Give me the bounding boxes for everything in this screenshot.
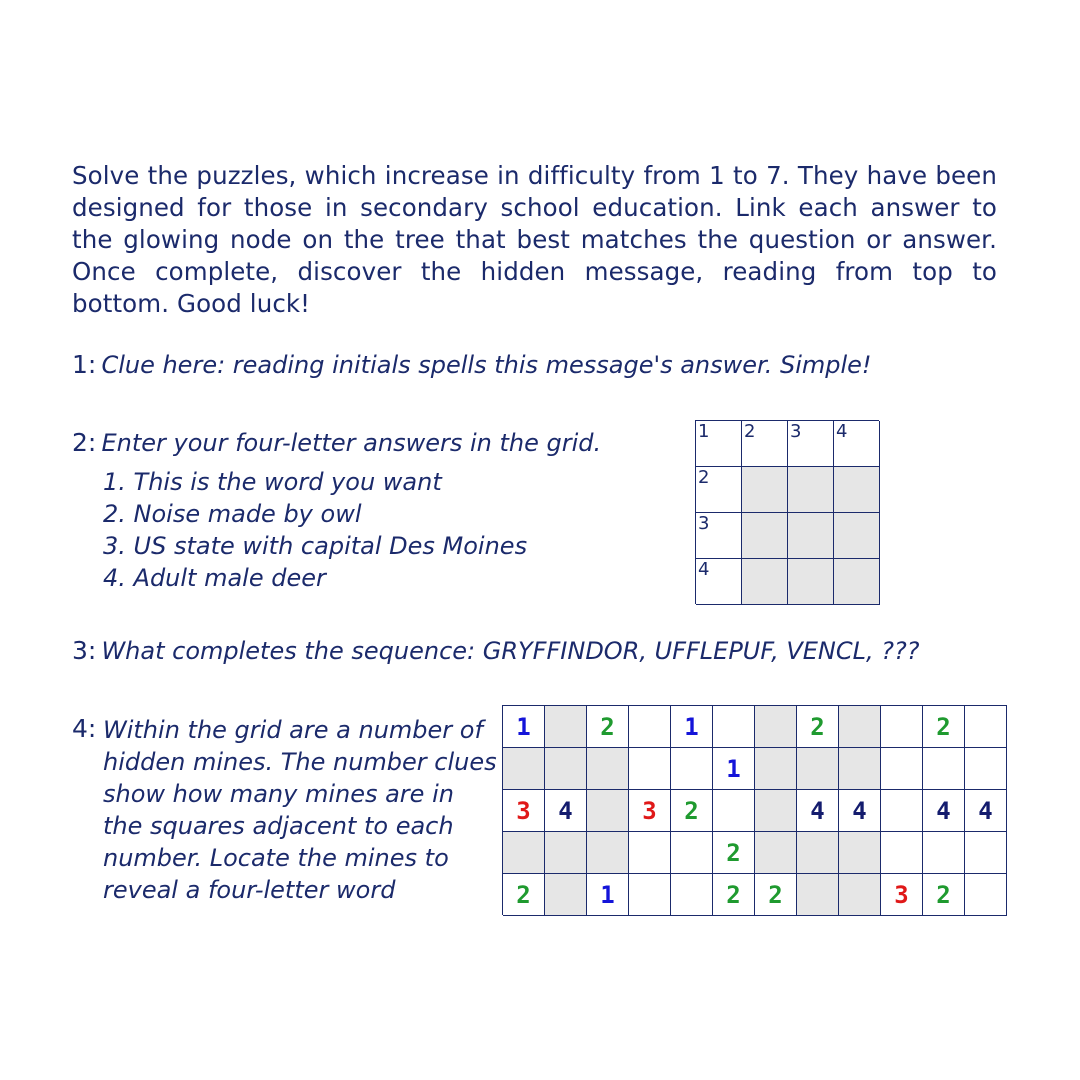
instructions-paragraph: Solve the puzzles, which increase in difficulty from 1 to 7. They have been designed for those in secondary school education. Link each answer to the glowing node on the tree that best matches the question or answer. Once complete, discover the hidden message, reading from top to bottom. Good luck! <box>72 161 997 318</box>
mine-clue-cell[interactable]: 2 <box>713 874 755 916</box>
mine-grid-cell[interactable] <box>923 832 965 874</box>
grid-cell[interactable] <box>834 559 880 605</box>
mine-grid-cell[interactable] <box>965 706 1007 748</box>
mine-grid-cell[interactable] <box>839 832 881 874</box>
mine-grid-cell[interactable] <box>629 748 671 790</box>
grid-cell[interactable]: 3 <box>696 513 742 559</box>
mine-grid-cell[interactable] <box>713 790 755 832</box>
list-item: 4. Adult male deer <box>103 564 326 592</box>
grid-cell[interactable] <box>742 559 788 605</box>
mine-clue-cell[interactable]: 2 <box>797 706 839 748</box>
grid-cell[interactable]: 4 <box>696 559 742 605</box>
puzzle-2-clue: Enter your four-letter answers in the grid. <box>101 429 602 457</box>
mine-clue-cell[interactable]: 4 <box>545 790 587 832</box>
mine-grid-cell[interactable] <box>545 706 587 748</box>
puzzle-3-clue: What completes the sequence: GRYFFINDOR, UFFLEPUF, VENCL, ??? <box>101 637 920 665</box>
mine-grid-cell[interactable] <box>965 832 1007 874</box>
puzzle-4-clue: Within the grid are a number of hidden mines. The number clues show how many mines are in the squares adjacent to each number. Locate the mines to reveal a four-letter word <box>103 716 497 904</box>
mine-clue-cell[interactable]: 2 <box>713 832 755 874</box>
mine-grid-cell[interactable] <box>755 748 797 790</box>
grid-cell[interactable] <box>742 513 788 559</box>
mine-grid-cell[interactable] <box>839 748 881 790</box>
grid-cell[interactable] <box>788 559 834 605</box>
mine-grid-cell[interactable] <box>797 832 839 874</box>
mine-clue-cell[interactable]: 1 <box>671 706 713 748</box>
mine-grid-cell[interactable] <box>839 706 881 748</box>
mine-grid-cell[interactable] <box>545 832 587 874</box>
grid-cell[interactable] <box>788 513 834 559</box>
minesweeper-grid <box>502 705 1007 915</box>
mine-grid-cell[interactable] <box>881 748 923 790</box>
list-item: 2. Noise made by owl <box>103 500 362 528</box>
mine-grid-cell[interactable] <box>797 748 839 790</box>
grid-cell[interactable]: 1 <box>696 421 742 467</box>
mine-grid-cell[interactable] <box>629 832 671 874</box>
mine-grid-cell[interactable] <box>545 874 587 916</box>
grid-cell[interactable] <box>834 513 880 559</box>
mine-grid-cell[interactable] <box>965 748 1007 790</box>
mine-grid-cell[interactable] <box>923 748 965 790</box>
puzzle-4-number: 4: <box>72 714 97 743</box>
list-item: 1. This is the word you want <box>103 468 442 496</box>
mine-grid-cell[interactable] <box>881 832 923 874</box>
mine-clue-cell[interactable]: 1 <box>713 748 755 790</box>
mine-clue-cell[interactable]: 2 <box>923 874 965 916</box>
mine-clue-cell[interactable]: 4 <box>965 790 1007 832</box>
word-square-grid <box>695 420 879 604</box>
puzzle-2-clue-list <box>103 466 527 594</box>
grid-cell[interactable] <box>788 467 834 513</box>
mine-grid-cell[interactable] <box>629 874 671 916</box>
mine-grid-cell[interactable] <box>587 790 629 832</box>
puzzle-2-number: 2: <box>72 428 97 457</box>
grid-cell[interactable] <box>834 467 880 513</box>
puzzle-3 <box>72 636 919 665</box>
mine-grid-cell[interactable] <box>755 790 797 832</box>
list-item: 3. US state with capital Des Moines <box>103 532 528 560</box>
puzzle-3-number: 3: <box>72 636 97 665</box>
grid-cell[interactable] <box>742 467 788 513</box>
grid-cell[interactable]: 3 <box>788 421 834 467</box>
puzzle-2 <box>72 428 601 457</box>
puzzle-1-clue: Clue here: reading initials spells this message's answer. Simple! <box>101 351 872 379</box>
mine-grid-cell[interactable] <box>839 874 881 916</box>
mine-clue-cell[interactable]: 3 <box>503 790 545 832</box>
mine-clue-cell[interactable]: 1 <box>587 874 629 916</box>
mine-clue-cell[interactable]: 2 <box>587 706 629 748</box>
mine-clue-cell[interactable]: 3 <box>881 874 923 916</box>
mine-grid-cell[interactable] <box>713 706 755 748</box>
mine-grid-cell[interactable] <box>755 706 797 748</box>
mine-clue-cell[interactable]: 2 <box>923 706 965 748</box>
mine-grid-cell[interactable] <box>671 748 713 790</box>
mine-grid-cell[interactable] <box>881 706 923 748</box>
mine-grid-cell[interactable] <box>587 748 629 790</box>
puzzle-4 <box>72 714 96 743</box>
puzzle-1 <box>72 350 872 379</box>
grid-cell[interactable]: 2 <box>742 421 788 467</box>
mine-grid-cell[interactable] <box>797 874 839 916</box>
mine-clue-cell[interactable]: 3 <box>629 790 671 832</box>
mine-grid-cell[interactable] <box>755 832 797 874</box>
mine-clue-cell[interactable]: 4 <box>839 790 881 832</box>
mine-clue-cell[interactable]: 4 <box>923 790 965 832</box>
mine-clue-cell[interactable]: 2 <box>755 874 797 916</box>
mine-clue-cell[interactable]: 1 <box>503 706 545 748</box>
mine-grid-cell[interactable] <box>965 874 1007 916</box>
mine-grid-cell[interactable] <box>629 706 671 748</box>
mine-grid-cell[interactable] <box>587 832 629 874</box>
mine-clue-cell[interactable]: 2 <box>503 874 545 916</box>
mine-clue-cell[interactable]: 4 <box>797 790 839 832</box>
mine-grid-cell[interactable] <box>545 748 587 790</box>
mine-grid-cell[interactable] <box>881 790 923 832</box>
mine-clue-cell[interactable]: 2 <box>671 790 713 832</box>
mine-grid-cell[interactable] <box>671 832 713 874</box>
mine-grid-cell[interactable] <box>671 874 713 916</box>
grid-cell[interactable]: 2 <box>696 467 742 513</box>
puzzle-1-number: 1: <box>72 350 97 379</box>
mine-grid-cell[interactable] <box>503 748 545 790</box>
grid-cell[interactable]: 4 <box>834 421 880 467</box>
mine-grid-cell[interactable] <box>503 832 545 874</box>
